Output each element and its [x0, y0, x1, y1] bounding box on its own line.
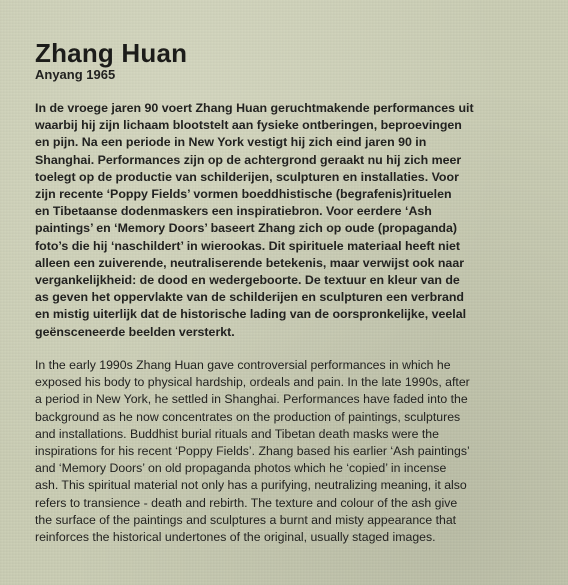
english-line: inspirations for his recent ‘Poppy Fields’. Zhang based his earlier ‘Ash paintings’	[35, 444, 470, 459]
artist-name: Zhang Huan	[35, 38, 188, 68]
dutch-line: en pijn. Na een periode in New York vestigt hij zich eind jaren 90 in	[35, 135, 427, 150]
dutch-line: waarbij hij zijn lichaam blootstelt aan fysieke ontberingen, beproevingen	[35, 118, 462, 133]
english-line: background as he now concentrates on the production of paintings, sculptures	[35, 409, 461, 424]
dutch-line: en mistig uiterlijk dat de historische lading van de oorspronkelijke, veelal	[35, 307, 467, 322]
dutch-line: paintings’ en ‘Memory Doors’ baseert Zhang zich op oude (propaganda)	[35, 221, 458, 236]
dutch-line: as geven het oppervlakte van de schilderijen en sculpturen een verbrand	[35, 290, 465, 305]
dutch-line: Shanghai. Performances zijn op de achtergrond geraakt nu hij zich meer	[35, 152, 462, 167]
english-line: a period in New York, he settled in Shanghai. Performances have faded into the	[35, 392, 468, 407]
english-line: refers to transience - death and rebirth. The texture and colour of the ash give	[35, 495, 458, 510]
artist-origin-year: Anyang 1965	[35, 67, 116, 82]
dutch-line: zijn recente ‘Poppy Fields’ vormen boeddhistische (begrafenis)rituelen	[35, 187, 452, 202]
english-line: reinforces the historical undertones of the original, usually staged images.	[35, 530, 436, 545]
dutch-line: en Tibetaanse dodenmaskers een inspiratiebron. Voor eerdere ‘Ash	[35, 204, 432, 219]
dutch-description	[35, 100, 545, 341]
dutch-line: foto’s die hij ‘naschildert’ in wierookas. Dit spirituele materiaal heeft niet	[35, 238, 461, 253]
english-line: exposed his body to physical hardship, ordeals and pain. In the late 1990s, after	[35, 375, 470, 390]
english-description	[35, 357, 545, 546]
english-line: the surface of the paintings and sculptures a burnt and misty appearance that	[35, 512, 457, 527]
english-line: In the early 1990s Zhang Huan gave controversial performances in which he	[35, 358, 451, 372]
english-line: and installations. Buddhist burial rituals and Tibetan death masks were the	[35, 426, 439, 441]
dutch-line: In de vroege jaren 90 voert Zhang Huan geruchtmakende performances uit	[35, 101, 474, 115]
dutch-line: alleen een zuiverende, neutraliserende betekenis, maar verwijst ook naar	[35, 255, 465, 270]
english-line: and ‘Memory Doors’ on old propaganda photos which he ‘copied’ in incense	[35, 461, 447, 476]
english-line: ash. This spiritual material not only has a purifying, neutralizing meaning, it also	[35, 478, 467, 493]
dutch-line: vergankelijkheid: de dood en wedergeboorte. De textuur en kleur van de	[35, 273, 460, 288]
dutch-line: geënsceneerde beelden versterkt.	[35, 324, 235, 339]
dutch-line: toelegt op de productie van schilderijen, sculpturen en installaties. Voor	[35, 169, 459, 184]
